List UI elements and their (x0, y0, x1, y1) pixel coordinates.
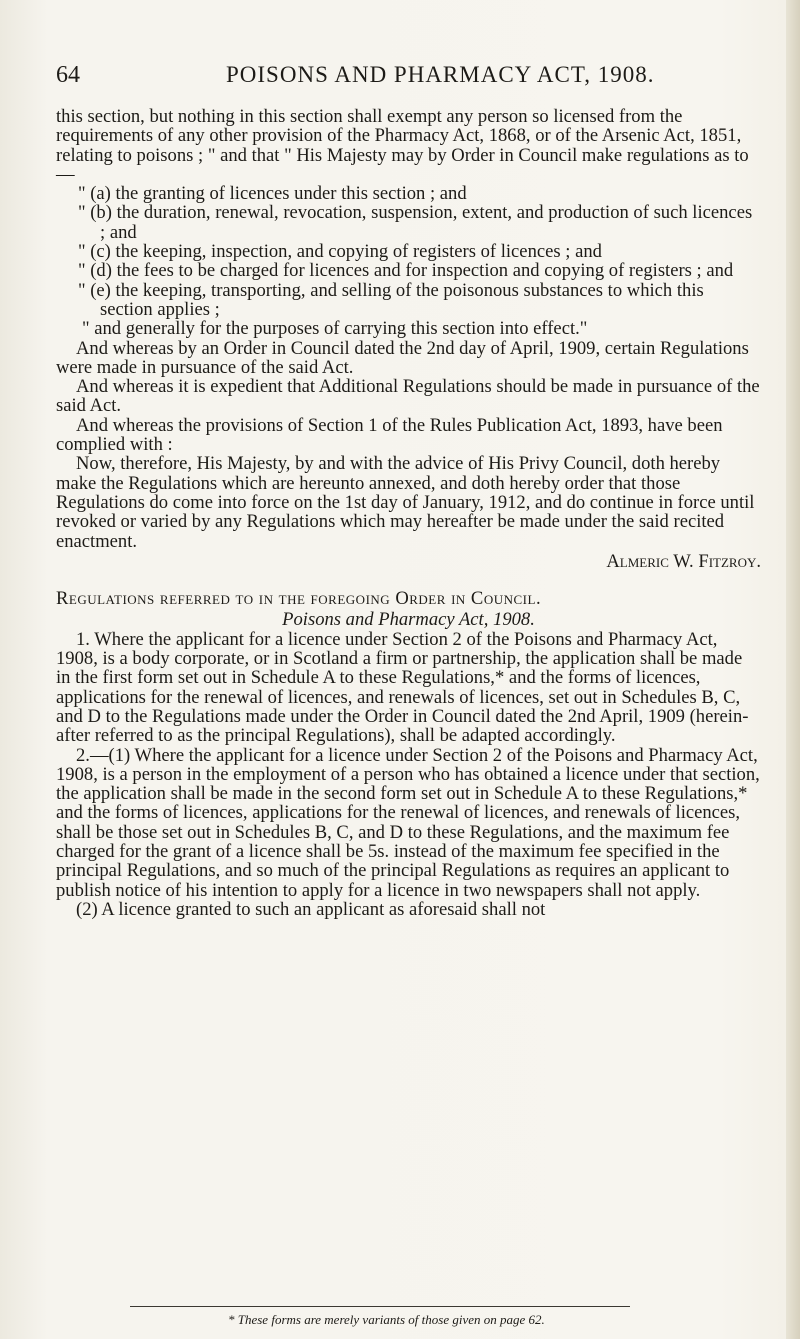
page-body (56, 107, 761, 919)
para-whereas-3: And whereas the provisions of Section 1 of the Rules Publication Act, 1893, have been complied with : (56, 414, 723, 456)
footnote: * These forms are merely variants of those given on page 62. (228, 1312, 545, 1327)
clause-d: " (d) the fees to be charged for licences and for inspection and copying of registers ; and (78, 260, 734, 282)
section-heading: Regulations referred to in the foregoing Order in Council. (56, 588, 542, 610)
clause-a: " (a) the granting of licences under this section ; and (78, 183, 467, 205)
para-whereas-2: And whereas it is expedient that Additional Regulations should be made in pursuance of the said Act. (56, 376, 760, 417)
para-generally: " and generally for the purposes of carrying this section into effect." (82, 318, 588, 340)
clause-e: " (e) the keeping, transporting, and selling of the poisonous substances to which this section applies ; (78, 279, 704, 320)
regulation-2-2: (2) A licence granted to such an applicant as aforesaid shall not (76, 898, 546, 920)
clause-c: " (c) the keeping, inspection, and copying of registers of licences ; and (78, 241, 602, 263)
page-number: 64 (56, 62, 80, 88)
page-edge (786, 0, 800, 1339)
section-subtitle: Poisons and Pharmacy Act, 1908. (282, 609, 535, 631)
regulation-2-1: 2.—(1) Where the applicant for a licence under Section 2 of the Poisons and Pharmacy Act, 1908, is a person in the employment of a person who has obtained a licence under that section, the application shall be made in the second form set out in Schedule A to these Regulations,* and the forms of licences, applications for the renewal of licences, and renewals of licences, shall be those set out in Schedules B, C, and D to these Regulations, and the maximum fee charged for the grant of a licence shall be 5s. instead of the maximum fee specified in the principal Regulations, and so much of the principal Regulations as requires an applicant to publish notice of his intention to apply for a licence in two newspapers shall not apply. (56, 744, 760, 901)
para-intro: this section, but nothing in this section shall exempt any person so licensed from the requirements of any other provision of the Pharmacy Act, 1868, or of the Arsenic Act, 1851, relating to poisons ; " and that " His Majesty may by Order in Council make regulations as to— (56, 106, 749, 185)
para-whereas-1: And whereas by an Order in Council dated the 2nd day of April, 1909, certain Regulations were made in pursuance of the said Act. (56, 337, 749, 378)
regulation-1: 1. Where the applicant for a licence under Section 2 of the Poisons and Pharmacy Act, 1908, is a body corporate, or in Scotland a firm or partnership, the application shall be made in the first form set out in Schedule A to these Regulations,* and the forms of licences, applications for the renewal of licences, and renewals of licences, set out in Schedules B, C, and D to the Regulations made under the Order in Council dated the 2nd April, 1909 (herein-after referred to as the principal Regulations), shall be adapted accordingly. (56, 628, 749, 747)
para-now-therefore: Now, therefore, His Majesty, by and with the advice of His Privy Council, doth hereby make the Regulations which are hereunto annexed, and doth hereby order that those Regulations do come into force on the 1st day of January, 1912, and do continue in force until revoked or varied by any Regulations which may hereafter be made under the said recited enactment. (56, 453, 755, 552)
clause-b: " (b) the duration, renewal, revocation, suspension, extent, and production of such licences ; and (78, 202, 753, 243)
footnote-rule (130, 1306, 630, 1307)
running-header (56, 62, 756, 94)
signature: Almeric W. Fitzroy. (606, 550, 761, 572)
running-title: POISONS AND PHARMACY ACT, 1908. (226, 62, 655, 87)
